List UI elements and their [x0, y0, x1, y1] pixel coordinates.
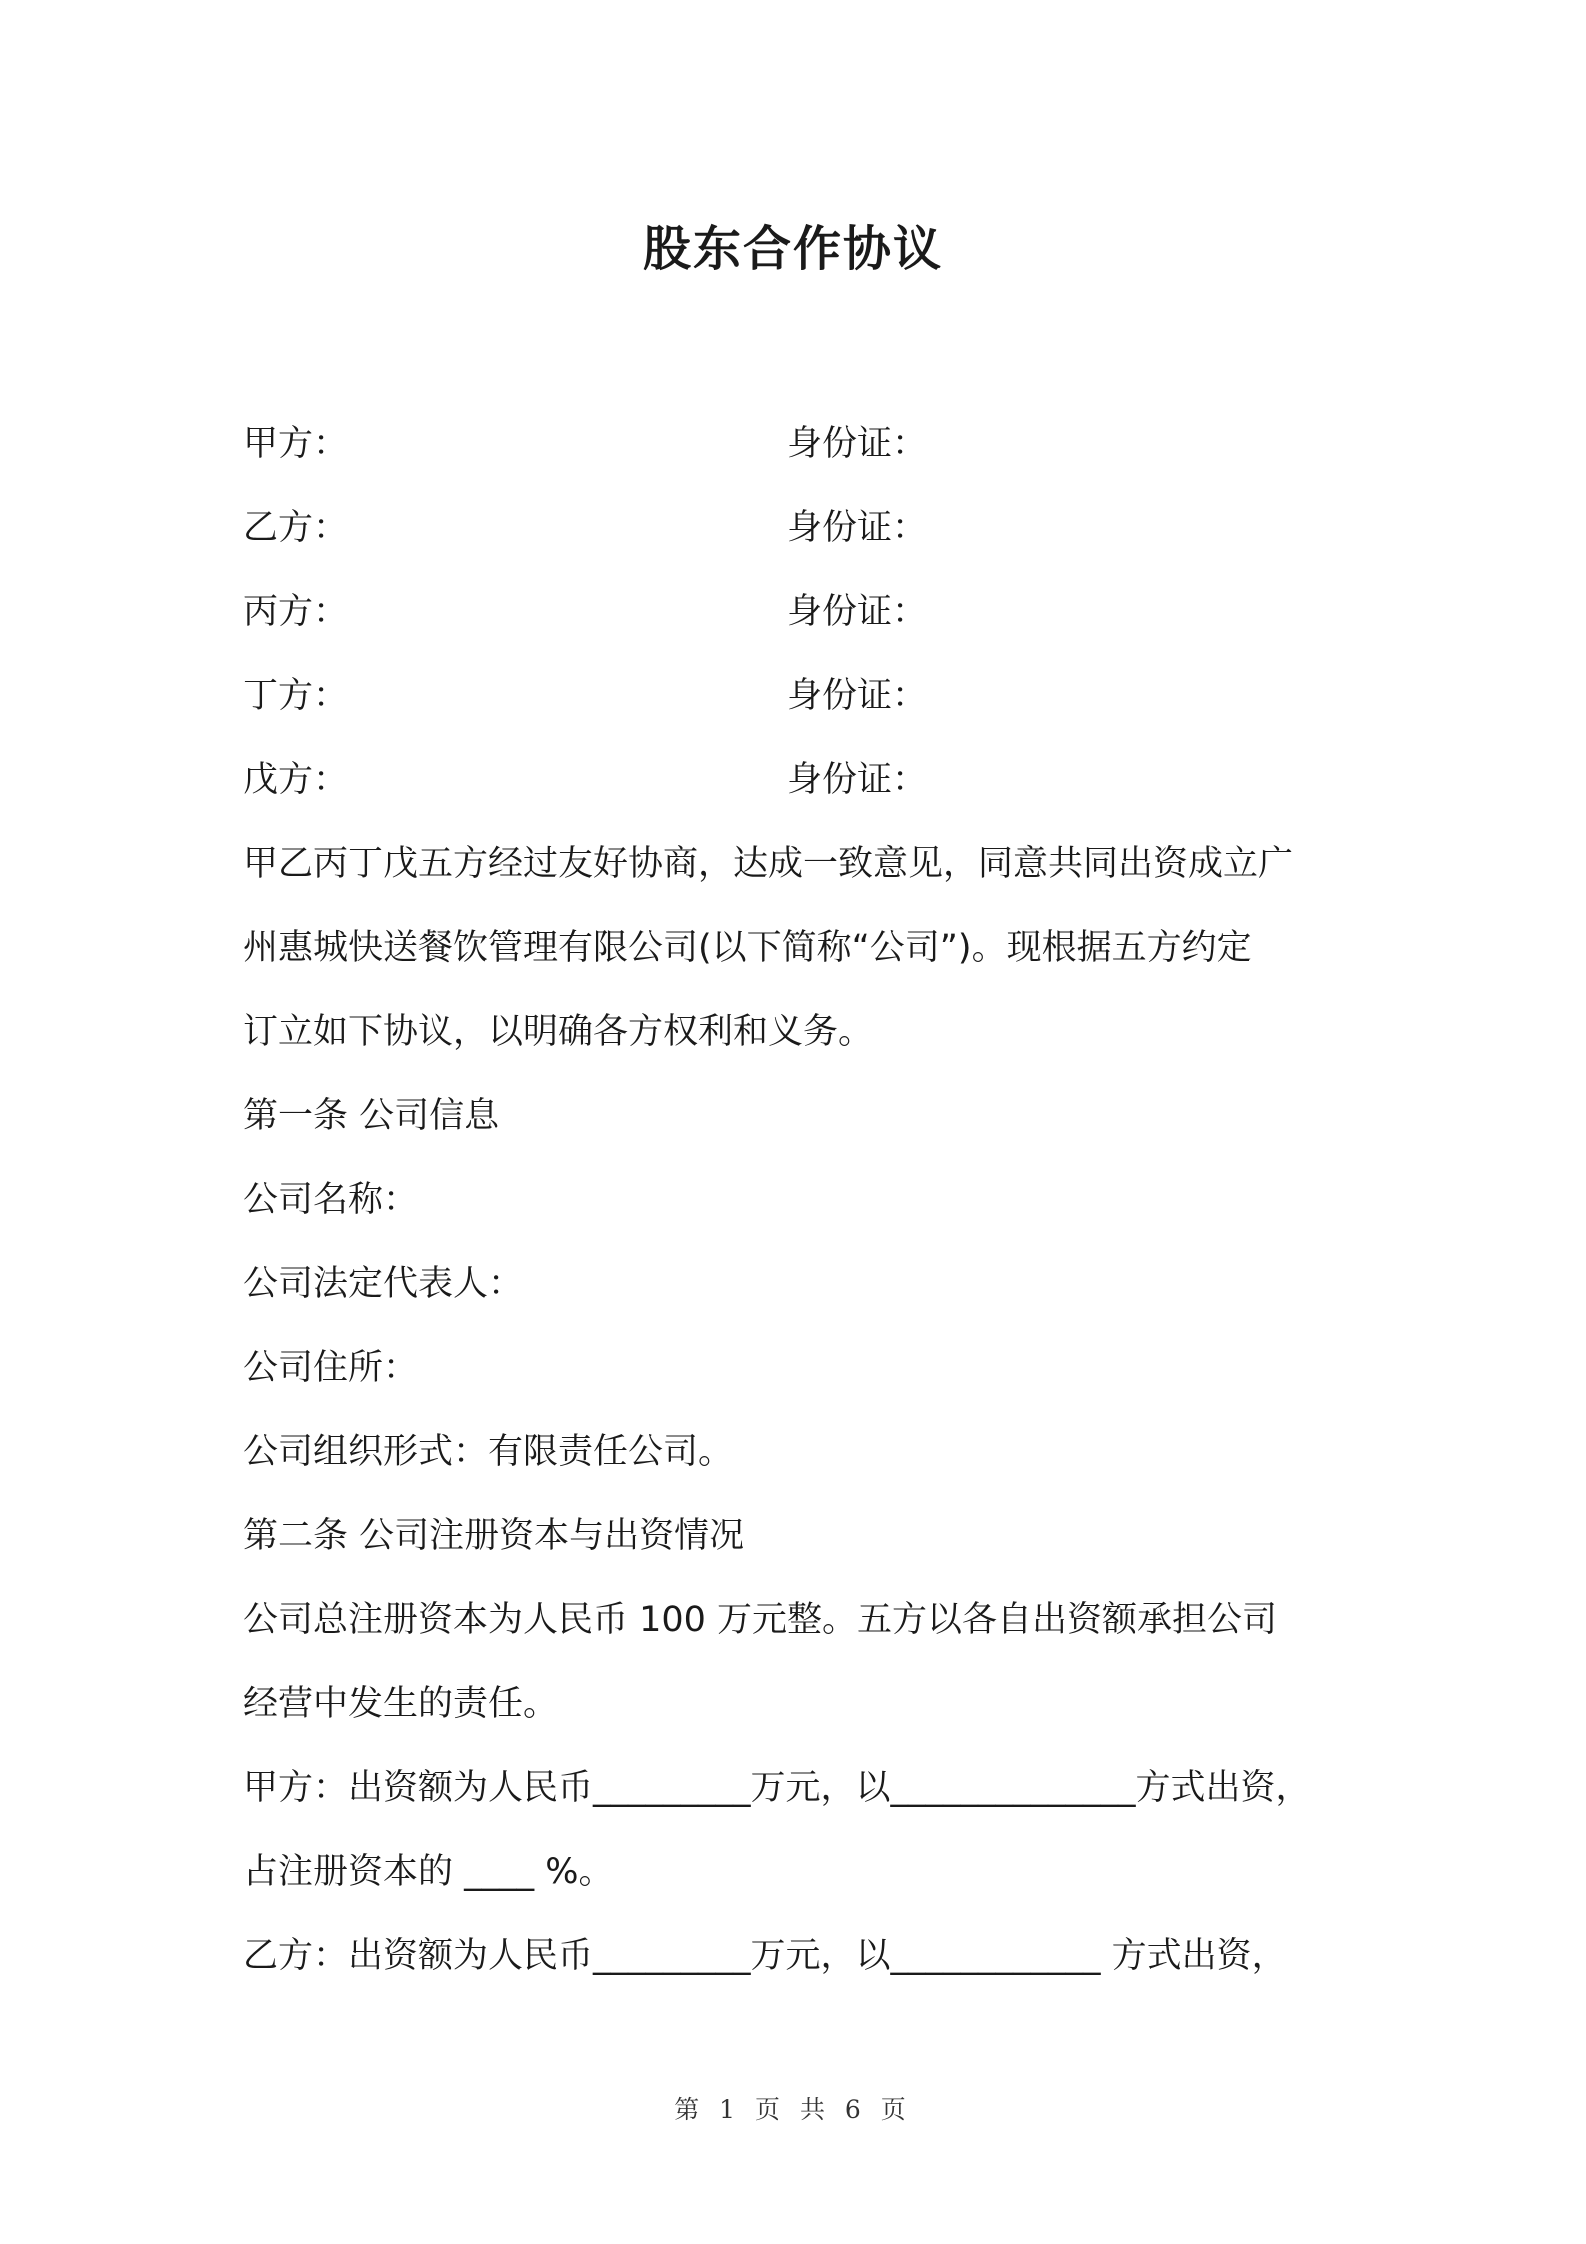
intro-paragraph-line: 州惠城快送餐饮管理有限公司(以下简称“公司”)。现根据五方约定: [243, 928, 1252, 968]
party-label: 丙方：: [243, 592, 349, 632]
party-a-share: 占注册资本的 ____ %。: [243, 1852, 614, 1892]
id-label: 身份证：: [787, 508, 928, 548]
document-body: [243, 402, 1363, 1998]
party-row-b: [243, 486, 1363, 570]
company-address-label: 公司住所：: [243, 1348, 419, 1388]
party-label: 甲方：: [243, 424, 349, 464]
document-title: 股东合作协议: [642, 221, 943, 277]
article-1-heading: 第一条 公司信息: [243, 1096, 500, 1136]
capital-paragraph-line: 经营中发生的责任。: [243, 1684, 559, 1724]
party-row-e: [243, 738, 1363, 822]
party-a-contribution: 甲方：出资额为人民币_________万元，以______________方式出资，: [243, 1768, 1311, 1808]
page-number-footer: 第 1 页 共 6 页: [674, 2095, 912, 2124]
id-label: 身份证：: [787, 592, 928, 632]
article-2-heading: 第二条 公司注册资本与出资情况: [243, 1516, 745, 1556]
party-b-contribution: 乙方：出资额为人民币_________万元，以____________ 方式出资，: [243, 1936, 1287, 1976]
legal-representative-label: 公司法定代表人：: [243, 1264, 524, 1304]
party-row-d: [243, 654, 1363, 738]
party-row-a: [243, 402, 1363, 486]
intro-paragraph-line: 订立如下协议，以明确各方权利和义务。: [243, 1012, 874, 1052]
party-label: 丁方：: [243, 676, 349, 716]
party-label: 戊方：: [243, 760, 349, 800]
id-label: 身份证：: [787, 424, 928, 464]
party-row-c: [243, 570, 1363, 654]
intro-paragraph-line: 甲乙丙丁戊五方经过友好协商，达成一致意见，同意共同出资成立广: [243, 844, 1294, 884]
party-label: 乙方：: [243, 508, 349, 548]
company-name-label: 公司名称：: [243, 1180, 419, 1220]
capital-paragraph-line: 公司总注册资本为人民币 100 万元整。五方以各自出资额承担公司: [243, 1600, 1278, 1640]
id-label: 身份证：: [787, 760, 928, 800]
id-label: 身份证：: [787, 676, 928, 716]
organization-form: 公司组织形式：有限责任公司。: [243, 1432, 734, 1472]
